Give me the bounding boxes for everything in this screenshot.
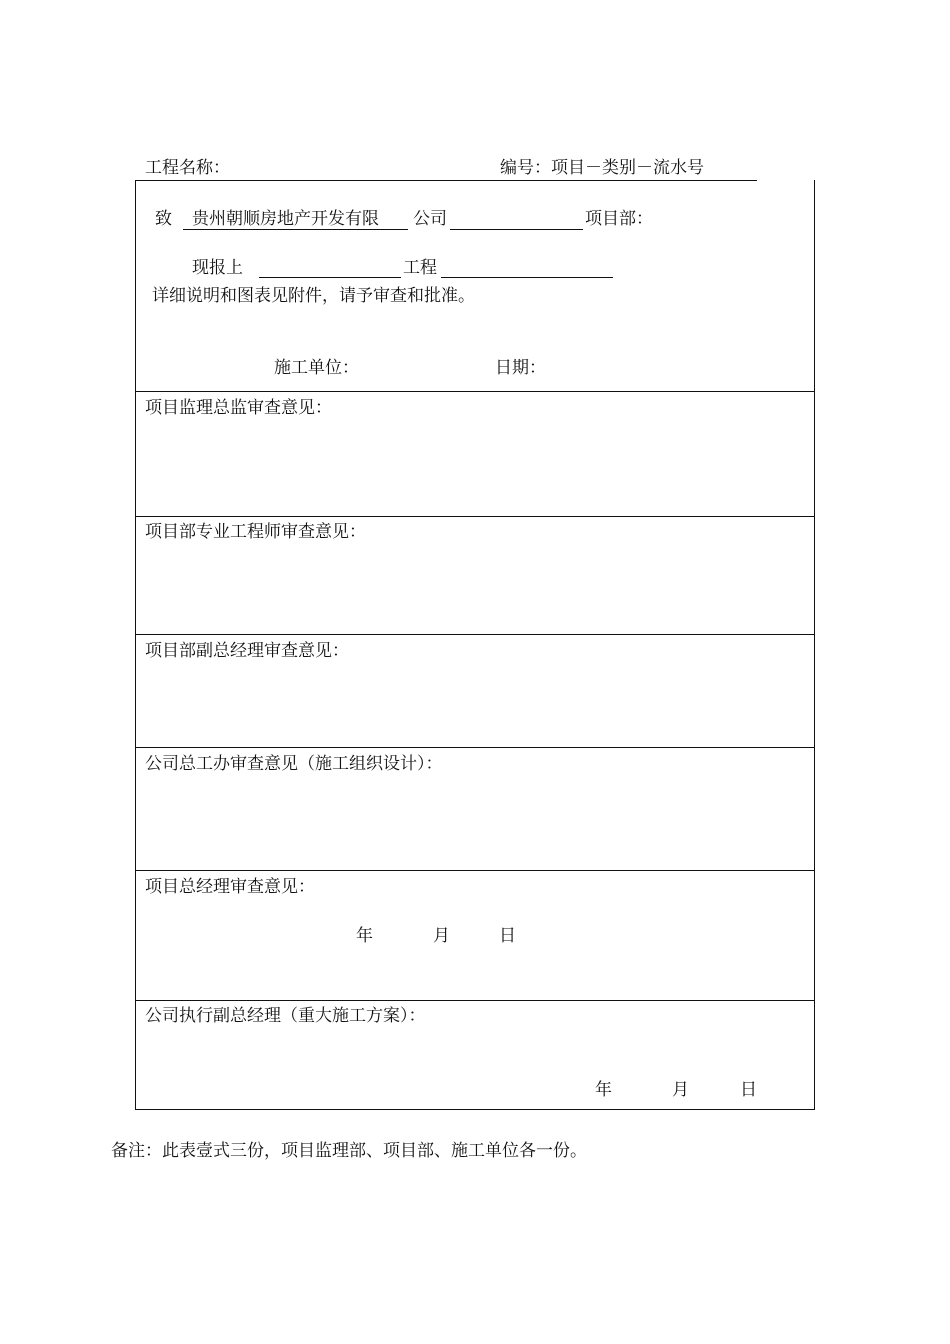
report-prefix: 现报上 xyxy=(192,258,243,278)
gm-date-year: 年 xyxy=(356,926,373,946)
detail-text: 详细说明和图表见附件，请予审查和批准。 xyxy=(152,286,475,306)
exec-date-year: 年 xyxy=(595,1080,612,1100)
project-dept-label: 项目部： xyxy=(585,209,653,229)
company-name: 贵州朝顺房地产开发有限 xyxy=(192,209,379,229)
exec-date-day: 日 xyxy=(740,1080,757,1100)
contractor-label: 施工单位： xyxy=(274,358,359,378)
row-divider xyxy=(136,870,814,871)
project-name-label: 工程名称： xyxy=(145,158,230,178)
row-divider xyxy=(136,634,814,635)
to-prefix: 致 xyxy=(155,209,172,229)
engineering-label: 工程 xyxy=(403,258,437,278)
gm-date-month: 月 xyxy=(433,926,450,946)
company-name-underline xyxy=(183,229,408,230)
supervisor-review-label: 项目监理总监审查意见： xyxy=(145,398,332,418)
gm-date-day: 日 xyxy=(499,926,516,946)
engineer-review-label: 项目部专业工程师审查意见： xyxy=(145,522,366,542)
company-suffix: 公司 xyxy=(413,209,447,229)
deputy-manager-review-label: 项目部副总经理审查意见： xyxy=(145,641,349,661)
general-manager-review-label: 项目总经理审查意见： xyxy=(145,877,315,897)
row-divider xyxy=(136,747,814,748)
company-blank-field[interactable] xyxy=(450,229,583,230)
row-divider xyxy=(136,516,814,517)
row-divider xyxy=(136,391,814,392)
footer-note: 备注：此表壹式三份，项目监理部、项目部、施工单位各一份。 xyxy=(111,1141,587,1161)
executive-deputy-review-label: 公司执行副总经理（重大施工方案）： xyxy=(145,1006,426,1026)
date-label: 日期： xyxy=(495,358,546,378)
chief-office-review-label: 公司总工办审查意见（施工组织设计）： xyxy=(145,754,443,774)
report-blank-field[interactable] xyxy=(259,277,401,278)
row-divider xyxy=(136,1000,814,1001)
engineering-blank-field[interactable] xyxy=(441,277,613,278)
exec-date-month: 月 xyxy=(672,1080,689,1100)
form-number-label: 编号：项目－类别－流水号 xyxy=(500,158,704,178)
